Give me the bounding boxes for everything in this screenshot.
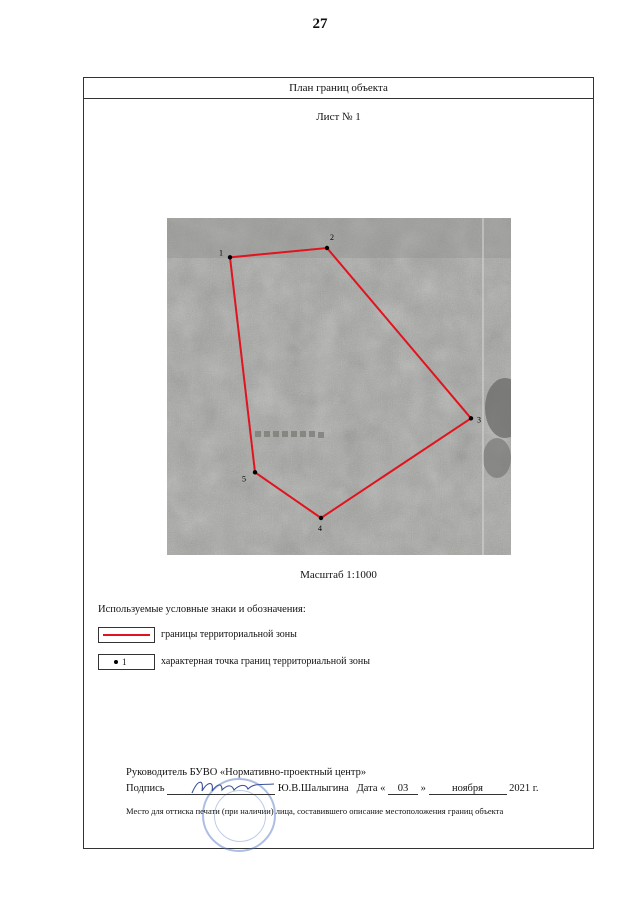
boundary-point: [228, 255, 232, 259]
boundary-point: [325, 246, 329, 250]
page-number: 27: [312, 16, 328, 32]
point-label: 1: [219, 248, 223, 258]
date-year: 2021 г.: [509, 783, 539, 794]
legend-symbol-line: [98, 627, 155, 643]
legend-text-line: границы территориальной зоны: [161, 629, 297, 640]
plan-frame: [83, 77, 594, 849]
point-label: 4: [318, 524, 322, 533]
stamp-note: Место для оттиска печати (при наличии) лица, составившего описание местоположения границ объекта: [126, 806, 504, 816]
point-symbol-label: 1: [122, 657, 127, 667]
date-day: 03: [388, 783, 418, 795]
sheet-label: Лист № 1: [316, 111, 361, 123]
signature-position: Руководитель БУВО «Нормативно-проектный центр»: [126, 767, 367, 778]
signer-name: Ю.В.Шалыгина: [277, 783, 349, 794]
map-svg: [167, 218, 511, 555]
boundary-point: [469, 416, 473, 420]
legend-text-point: характерная точка границ территориальной зоны: [161, 656, 370, 667]
point-symbol: [114, 660, 118, 664]
red-line-symbol: [103, 634, 150, 636]
boundary-point: [253, 470, 257, 474]
date-month: ноября: [429, 783, 507, 795]
satellite-map: [167, 218, 511, 555]
point-label: 3: [477, 415, 481, 425]
sign-blank: [167, 783, 275, 795]
date-label: Дата «: [356, 783, 386, 794]
plan-title: План границ объекта: [84, 78, 593, 99]
legend-title: Используемые условные знаки и обозначения:: [98, 604, 306, 615]
dark-area: [483, 438, 511, 478]
point-label: 5: [242, 474, 246, 484]
date-mid: »: [420, 783, 426, 794]
scale-label: Масштаб 1:1000: [300, 569, 377, 581]
point-label: 2: [330, 233, 334, 242]
legend-symbol-point: [98, 654, 155, 670]
terrain-grain: [167, 218, 511, 555]
signature-line: [126, 783, 539, 795]
boundary-point: [319, 516, 323, 520]
sign-label: Подпись: [126, 783, 165, 794]
